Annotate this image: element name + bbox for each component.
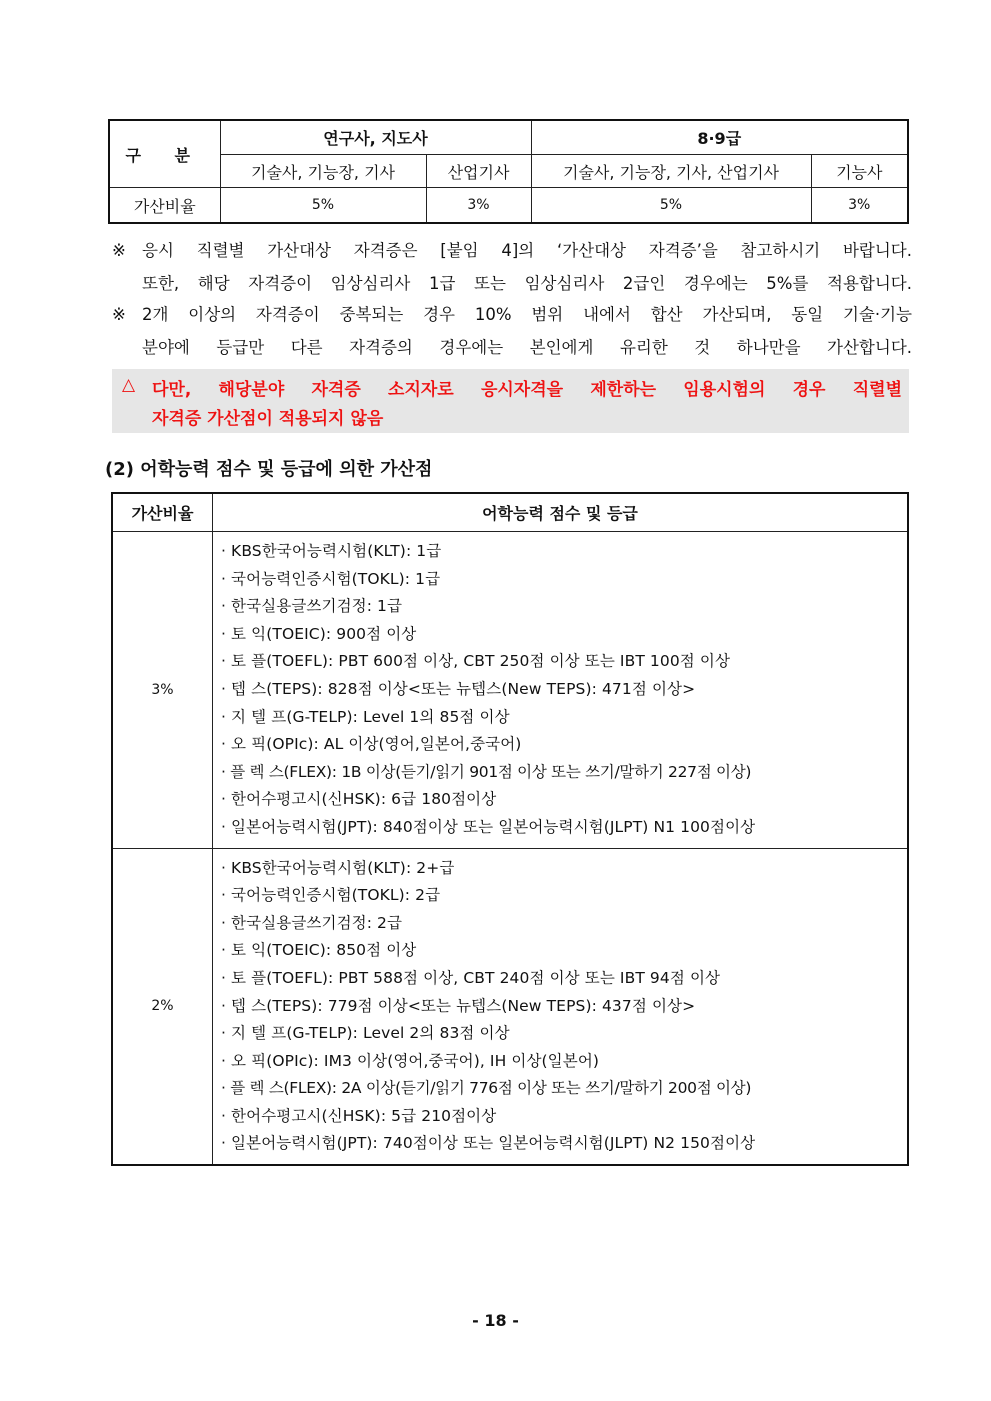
list-item: · 텝 스(TEPS): 779점 이상<또는 뉴텝스(New TEPS): 437점 이상>	[221, 996, 696, 1015]
rate-cell: 3%	[112, 532, 213, 849]
subheader-1: 기술사, 기능장, 기사	[220, 155, 426, 188]
items-cell	[213, 532, 909, 849]
subheader-4: 기능사	[811, 155, 908, 188]
note-2	[112, 298, 912, 364]
value-cell: 5%	[531, 188, 811, 224]
list-item: · 한국실용글쓰기검정: 2급	[221, 913, 403, 932]
list-item: · 지 텔 프(G-TELP): Level 2의 83점 이상	[221, 1024, 510, 1043]
list-item: · 일본어능력시험(JPT): 840점이상 또는 일본어능력시험(JLPT) N1 100점이상	[221, 817, 756, 836]
list-item: · 오 픽(OPIc): IM3 이상(영어,중국어), IH 이상(일본어)	[221, 1051, 600, 1070]
note-2-line-1: 2개 이상의 자격증이 중복되는 경우 10% 범위 내에서 합산 가산되며, 동일 기술·기능	[142, 305, 912, 324]
list-item: · 오 픽(OPIc): AL 이상(영어,일본어,중국어)	[221, 735, 522, 754]
value-cell: 3%	[426, 188, 531, 224]
warning-box	[112, 369, 909, 433]
value-cell: 3%	[811, 188, 908, 224]
note-1-line-2: 또한, 해당 자격증이 임상심리사 1급 또는 임상심리사 2급인 경우에는 5%를 적용합니다.	[142, 274, 912, 293]
certificate-bonus-table	[108, 119, 909, 224]
list-item: · 국어능력인증시험(TOKL): 2급	[221, 886, 441, 905]
list-item: · 한국실용글쓰기검정: 1급	[221, 597, 403, 616]
list-item: · 한어수평고시(신HSK): 5급 210점이상	[221, 1106, 497, 1125]
header-rate: 가산비율	[112, 493, 213, 532]
items-cell	[213, 848, 909, 1165]
warning-triangle-icon: △	[122, 375, 136, 395]
list-item: · 플 렉 스(FLEX): 1B 이상(듣기/읽기 901점 이상 또는 쓰기/말하기 227점 이상)	[221, 762, 752, 781]
list-item: · 토 익(TOEIC): 850점 이상	[221, 941, 417, 960]
note-1	[112, 234, 912, 300]
language-bonus-table	[111, 492, 909, 1166]
list-item: · 일본어능력시험(JPT): 740점이상 또는 일본어능력시험(JLPT) N2 150점이상	[221, 1134, 756, 1153]
value-cell: 5%	[220, 188, 426, 224]
subheader-2: 산업기사	[426, 155, 531, 188]
list-item: · 한어수평고시(신HSK): 6급 180점이상	[221, 790, 497, 809]
list-item: · KBS한국어능력시험(KLT): 2+급	[221, 858, 455, 877]
list-item: · 지 텔 프(G-TELP): Level 1의 85점 이상	[221, 707, 510, 726]
section-2-title: (2) 어학능력 점수 및 등급에 의한 가산점	[105, 459, 433, 480]
header-items: 어학능력 점수 및 등급	[213, 493, 909, 532]
list-item: · KBS한국어능력시험(KLT): 1급	[221, 542, 442, 560]
list-item: · 플 렉 스(FLEX): 2A 이상(듣기/읽기 776점 이상 또는 쓰기/말하기 200점 이상)	[221, 1079, 752, 1098]
note-mark: ※	[112, 305, 126, 324]
list-item: · 토 플(TOEFL): PBT 588점 이상, CBT 240점 이상 또는 IBT 94점 이상	[221, 968, 721, 987]
table-row	[112, 532, 908, 849]
note-mark: ※	[112, 241, 126, 260]
note-2-line-2: 분야에 등급만 다른 자격증의 경우에는 본인에게 유리한 것 하나만을 가산합니다.	[142, 338, 912, 357]
list-item: · 텝 스(TEPS): 828점 이상<또는 뉴텝스(New TEPS): 471점 이상>	[221, 679, 696, 698]
rate-cell: 2%	[112, 848, 213, 1165]
list-item: · 국어능력인증시험(TOKL): 1급	[221, 569, 441, 588]
subheader-3: 기술사, 기능장, 기사, 산업기사	[531, 155, 811, 188]
header-gubun: 구 분	[109, 120, 220, 188]
note-1-line-1: 응시 직렬별 가산대상 자격증은 [붙임 4]의 ‘가산대상 자격증’을 참고하시기 바랍니다.	[142, 241, 912, 260]
list-item: · 토 익(TOEIC): 900점 이상	[221, 624, 417, 643]
header-grade-8-9: 8·9급	[531, 120, 908, 155]
warning-line-1: 다만, 해당분야 자격증 소지자로 응시자격을 제한하는 임용시험의 경우 직렬별	[152, 380, 902, 400]
warning-line-2: 자격증 가산점이 적용되지 않음	[152, 409, 384, 429]
row-label: 가산비율	[109, 188, 220, 224]
page-number: - 18 -	[472, 1311, 519, 1330]
table-row	[112, 848, 908, 1165]
header-researcher: 연구사, 지도사	[220, 120, 531, 155]
list-item: · 토 플(TOEFL): PBT 600점 이상, CBT 250점 이상 또는 IBT 100점 이상	[221, 652, 731, 671]
